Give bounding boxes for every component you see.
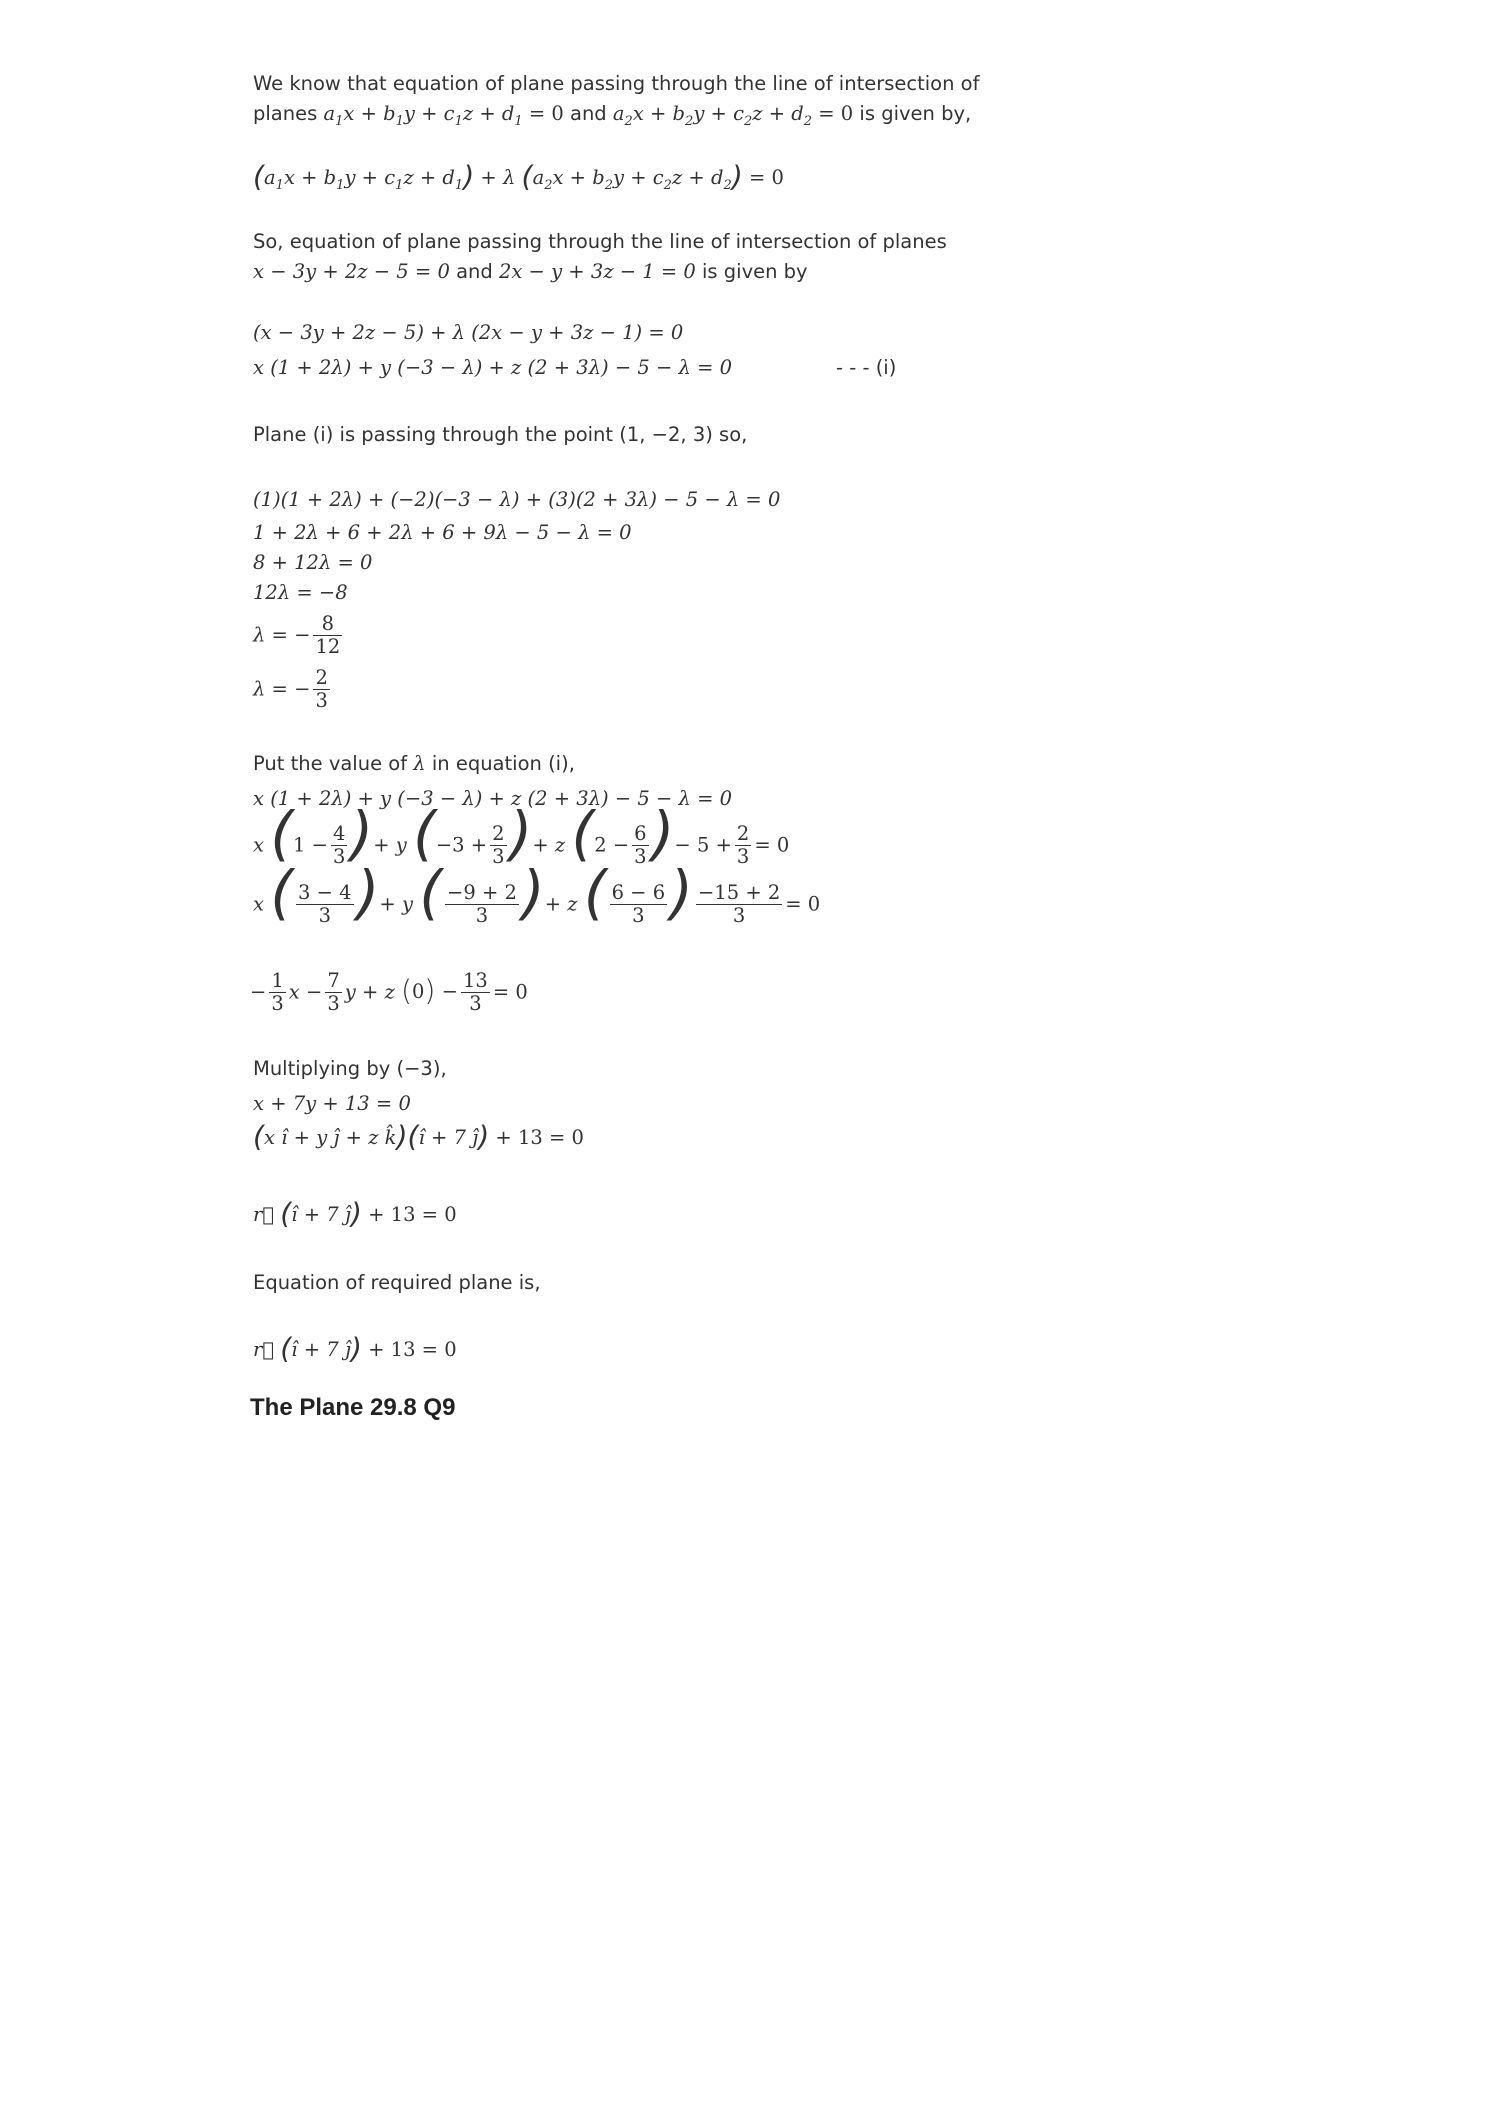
put-value-line: Put the value of λ in equation (i),	[253, 752, 575, 775]
plane-point-line: Plane (i) is passing through the point (1, −2, 3) so,	[253, 423, 748, 446]
step-isolate: 12λ = −8	[253, 581, 348, 604]
reduced-equation: − $\frac{1}{3}$ x − $\frac{7}{3}$ y + z (0) − $\frac{13}{3}$ = 0	[250, 969, 528, 1016]
family-equation: (x − 3y + 2z − 5) + λ (2x − y + 3z − 1) = 0	[253, 321, 684, 344]
para2-given-by: is given by	[702, 260, 808, 283]
multiply-line: Multiplying by (−3),	[253, 1057, 447, 1080]
plane-2-equation: 2x − y + 3z − 1 = 0	[498, 260, 696, 283]
point-coordinates: (1, −2, 3)	[619, 423, 713, 446]
equation-i-tag: - - - (i)	[836, 356, 897, 379]
lambda-fraction-2: λ = − $\frac{2}{3}$	[253, 666, 328, 713]
equation-i: x (1 + 2λ) + y (−3 − λ) + z (2 + 3λ) − 5 − λ = 0	[253, 356, 733, 379]
answer-label: Equation of required plane is,	[253, 1271, 541, 1294]
intro-planes-label: planes	[253, 102, 318, 125]
step-expand: 1 + 2λ + 6 + 2λ + 6 + 9λ − 5 − λ = 0	[253, 521, 632, 544]
substituted-equation: x (1 − $\frac{4}{3}$ )+ y (−3 + $\frac{2}{3}$ )+ z (2 − $\frac{6}{3}$ )− 5 + $\frac{2}{3}$ = 0	[253, 800, 790, 869]
equation-i-repeat: x (1 + 2λ) + y (−3 − λ) + z (2 + 3λ) − 5 − λ = 0	[253, 787, 733, 810]
para2-and: and	[456, 260, 493, 283]
plane-1-equation: x − 3y + 2z − 5 = 0	[253, 260, 450, 283]
lambda-fraction-1: λ = − $\frac{8}{12}$	[253, 612, 341, 659]
intro-and: and	[570, 102, 607, 125]
plane-a-expression: $a_1x + b_1y + c_1z + d_1 = 0$	[323, 102, 564, 129]
intro-line-2	[253, 102, 972, 129]
para2-line-1: So, equation of plane passing through the line of intersection of planes	[253, 230, 947, 253]
vector-dot-equation: (x î + y ĵ + z k̂)(î + 7 ĵ) + 13 = 0	[253, 1120, 584, 1153]
cartesian-equation: x + 7y + 13 = 0	[253, 1092, 411, 1115]
combined-fractions-equation: x ( $\frac{3 - 4}{3}$ )+ y ( $\frac{-9 + 2}{3}$ )+ z ( $\frac{6 - 6}{3}$ ) $\frac{-15 + 2}{3}$ = 0	[253, 859, 821, 928]
plane-b-expression: $a_2x + b_2y + c_2z + d_2 = 0$	[612, 102, 854, 129]
step-substitution: (1)(1 + 2λ) + (−2)(−3 − λ) + (3)(2 + 3λ) − 5 − λ = 0	[253, 488, 781, 511]
para2-line-2	[253, 262, 808, 282]
vector-equation: r⃗ (î + 7 ĵ) + 13 = 0	[253, 1197, 457, 1230]
next-question-heading: The Plane 29.8 Q9	[250, 1394, 456, 1421]
intro-given-by: is given by,	[859, 102, 972, 125]
intro-line-1: We know that equation of plane passing through the line of intersection of	[253, 72, 980, 95]
general-equation: $(a_1x + b_1y + c_1z + d_1) + \lambda$ $(a_2x + b_2y + c_2z + d_2) = 0$	[253, 160, 784, 193]
step-simplify: 8 + 12λ = 0	[253, 551, 373, 574]
answer-equation: r⃗ (î + 7 ĵ) + 13 = 0	[253, 1332, 457, 1365]
